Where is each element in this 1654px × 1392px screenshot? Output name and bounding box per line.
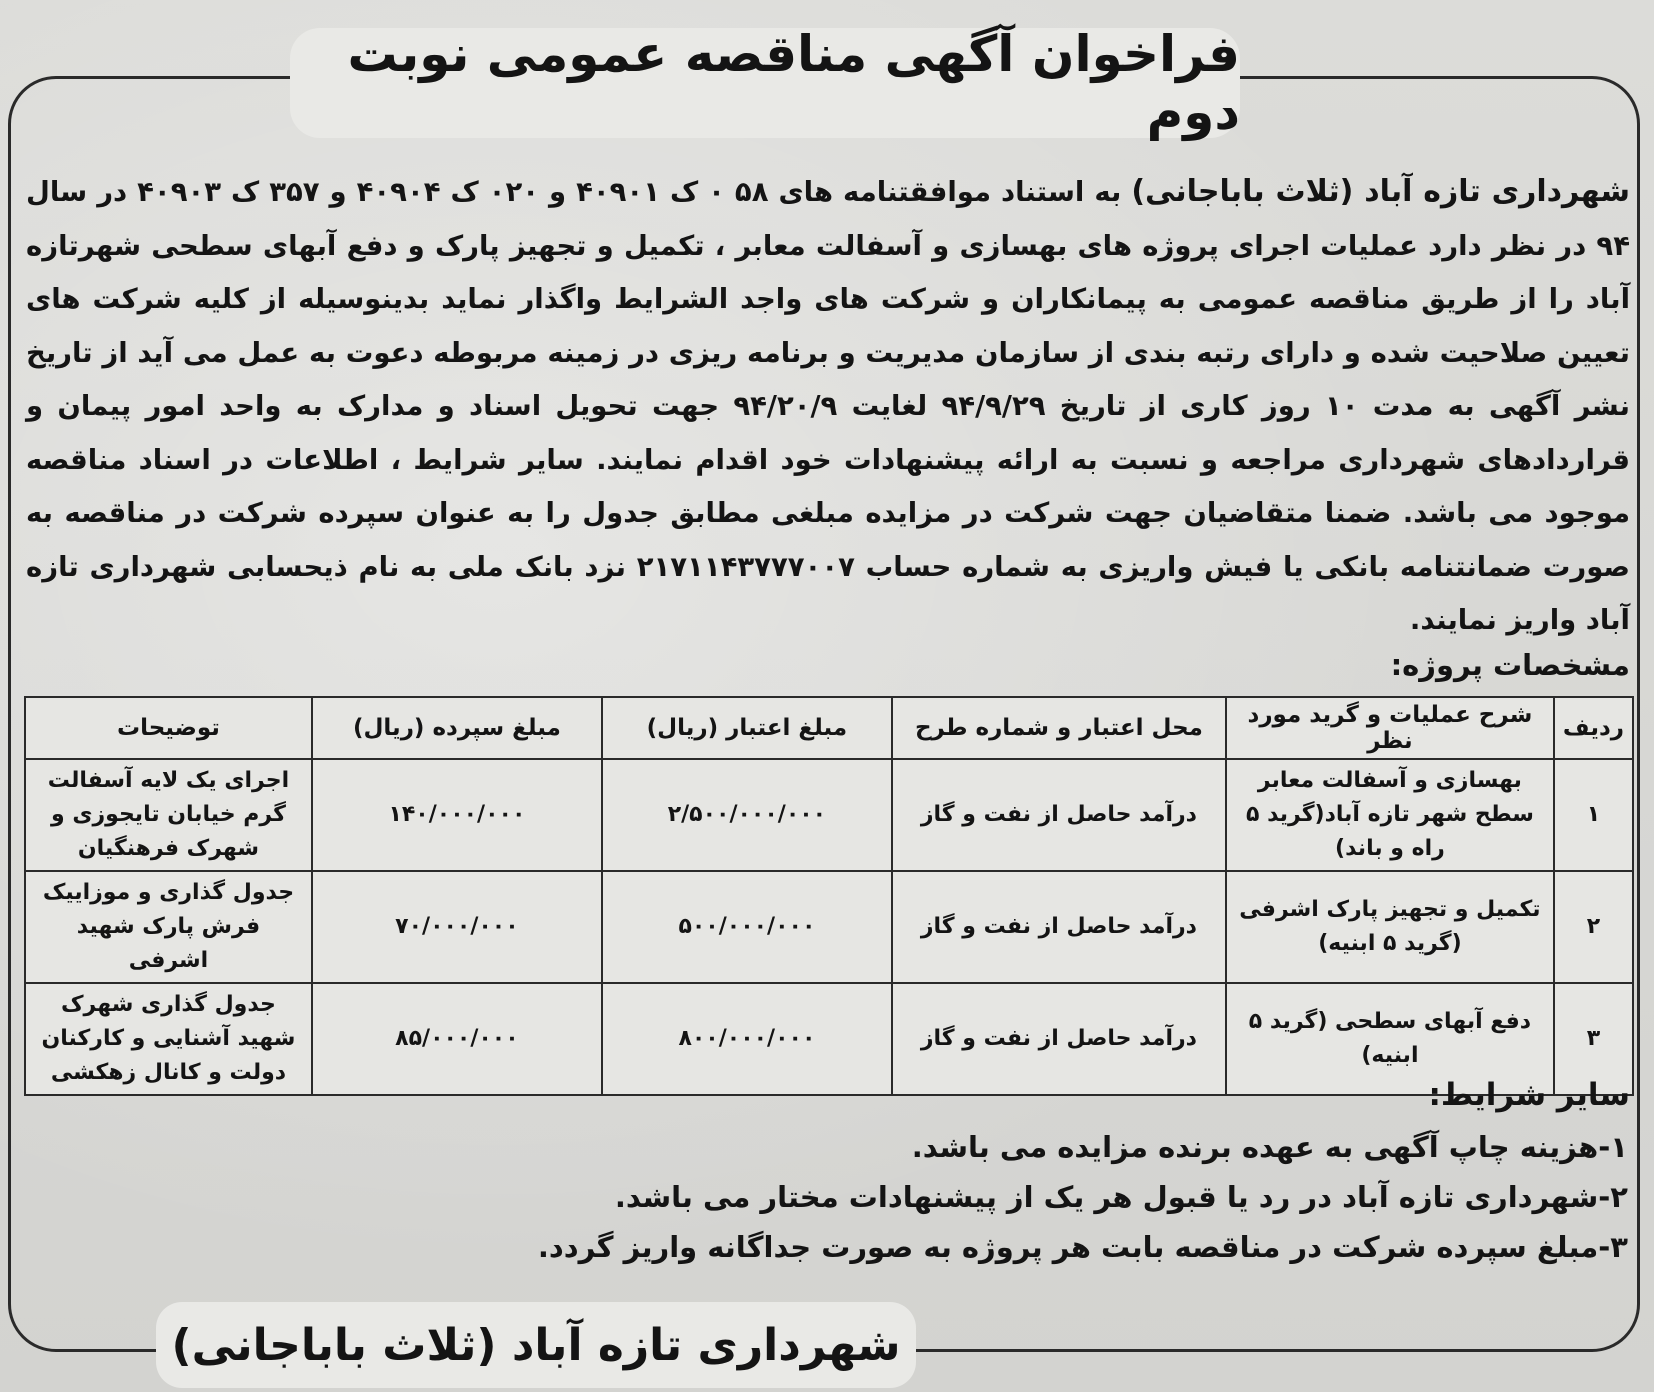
cell-deposit-amount: ۸۵/۰۰۰/۰۰۰ — [312, 983, 602, 1095]
header-credit-amount: مبلغ اعتبار (ریال) — [602, 697, 892, 759]
header-funding-source: محل اعتبار و شماره طرح — [892, 697, 1226, 759]
intro-body: به استناد موافقتنامه های ۵۸ ۰ ک ۴۰۹۰۱ و ۰۲۰ ک ۴۰۹۰۴ و ۳۵۷ ک ۴۰۹۰۳ در سال ۹۴ در نظر دارد عملیات اجرای پروژه های بهسازی و آسفالت معابر ، تکمیل و تجهیز پارک و دفع آبهای سطحی شهرتازه آباد را از طریق مناقصه عمومی به پیمانکاران و شرکت های واجد الشرایط واگذار نماید بدینوسیله از کلیه شرکت های تعیین صلاحیت شده و دارای رتبه بندی از سازمان مدیریت و برنامه ریزی در زمینه مربوطه دعوت به عمل می آید از تاریخ نشر آگهی به مدت ۱۰ روز کاری از تاریخ ۹۴/۹/۲۹ لغایت ۹۴/۲۰/۹ جهت تحویل اسناد و مدارک به واحد امور پیمان و قراردادهای شهرداری مراجعه و نسبت به ارائه پیشنهادات خود اقدام نمایند. سایر شرایط ، اطلاعات در اسناد مناقصه موجود می باشد. ضمنا متقاضیان جهت شرکت در مزایده مبلغی مطابق جدول را به عنوان سپرده شرکت در مناقصه به صورت ضمانتنامه بانکی یا فیش واریزی به شماره حساب ۲۱۷۱۱۴۳۷۷۷۰۰۷ نزد بانک ملی به نام ذیحسابی شهرداری تازه آباد واریز نمایند. — [26, 176, 1631, 636]
cell-row-number: ۳ — [1554, 983, 1633, 1095]
header-description: شرح عملیات و گرید مورد نظر — [1226, 697, 1554, 759]
list-item: ۳-مبلغ سپرده شرکت در مناقصه بابت هر پروژه به صورت جداگانه واریز گردد. — [537, 1230, 1628, 1264]
intro-paragraph — [26, 165, 1630, 648]
cell-deposit-amount: ۱۴۰/۰۰۰/۰۰۰ — [312, 759, 602, 871]
projects-heading: مشخصات پروژه: — [1390, 648, 1630, 682]
cell-deposit-amount: ۷۰/۰۰۰/۰۰۰ — [312, 871, 602, 983]
footer-signature: شهرداری تازه آباد (ثلاث باباجانی) — [171, 1319, 901, 1371]
title-banner — [290, 25, 1240, 141]
table-header-row — [25, 697, 1633, 759]
table-row — [25, 871, 1633, 983]
list-item: ۱-هزینه چاپ آگهی به عهده برنده مزایده می باشد. — [911, 1130, 1628, 1164]
table-row — [25, 983, 1633, 1095]
conditions-list — [128, 1122, 1628, 1272]
notice-title: فراخوان آگهی مناقصه عمومی نوبت دوم — [347, 25, 1240, 141]
cell-row-number: ۱ — [1554, 759, 1633, 871]
cell-description: تکمیل و تجهیز پارک اشرفی (گرید ۵ ابنیه) — [1226, 871, 1554, 983]
cell-description: دفع آبهای سطحی (گرید ۵ ابنیه) — [1226, 983, 1554, 1095]
cell-notes: اجرای یک لایه آسفالت گرم خیابان تایجوزی و شهرک فرهنگیان — [25, 759, 312, 871]
cell-funding-source: درآمد حاصل از نفت و گاز — [892, 983, 1226, 1095]
footer-banner — [156, 1302, 916, 1388]
header-deposit-amount: مبلغ سپرده (ریال) — [312, 697, 602, 759]
cell-description: بهسازی و آسفالت معابر سطح شهر تازه آباد(گرید ۵ راه و باند) — [1226, 759, 1554, 871]
cell-funding-source: درآمد حاصل از نفت و گاز — [892, 871, 1226, 983]
projects-table — [24, 696, 1634, 1096]
list-item: ۲-شهرداری تازه آباد در رد یا قبول هر یک از پیشنهادات مختار می باشد. — [614, 1180, 1628, 1214]
header-notes: توضیحات — [25, 697, 312, 759]
table-row — [25, 759, 1633, 871]
cell-credit-amount: ۵۰۰/۰۰۰/۰۰۰ — [602, 871, 892, 983]
issuer-name: شهرداری تازه آباد (ثلاث باباجانی) — [1131, 174, 1631, 209]
cell-row-number: ۲ — [1554, 871, 1633, 983]
header-row-number: ردیف — [1554, 697, 1633, 759]
cell-credit-amount: ۲/۵۰۰/۰۰۰/۰۰۰ — [602, 759, 892, 871]
cell-notes: جدول گذاری شهرک شهید آشنایی و کارکنان دولت و کانال زهکشی — [25, 983, 312, 1095]
cell-credit-amount: ۸۰۰/۰۰۰/۰۰۰ — [602, 983, 892, 1095]
cell-funding-source: درآمد حاصل از نفت و گاز — [892, 759, 1226, 871]
cell-notes: جدول گذاری و موزاییک فرش پارک شهید اشرفی — [25, 871, 312, 983]
other-conditions-heading: سایر شرایط: — [1428, 1077, 1630, 1113]
